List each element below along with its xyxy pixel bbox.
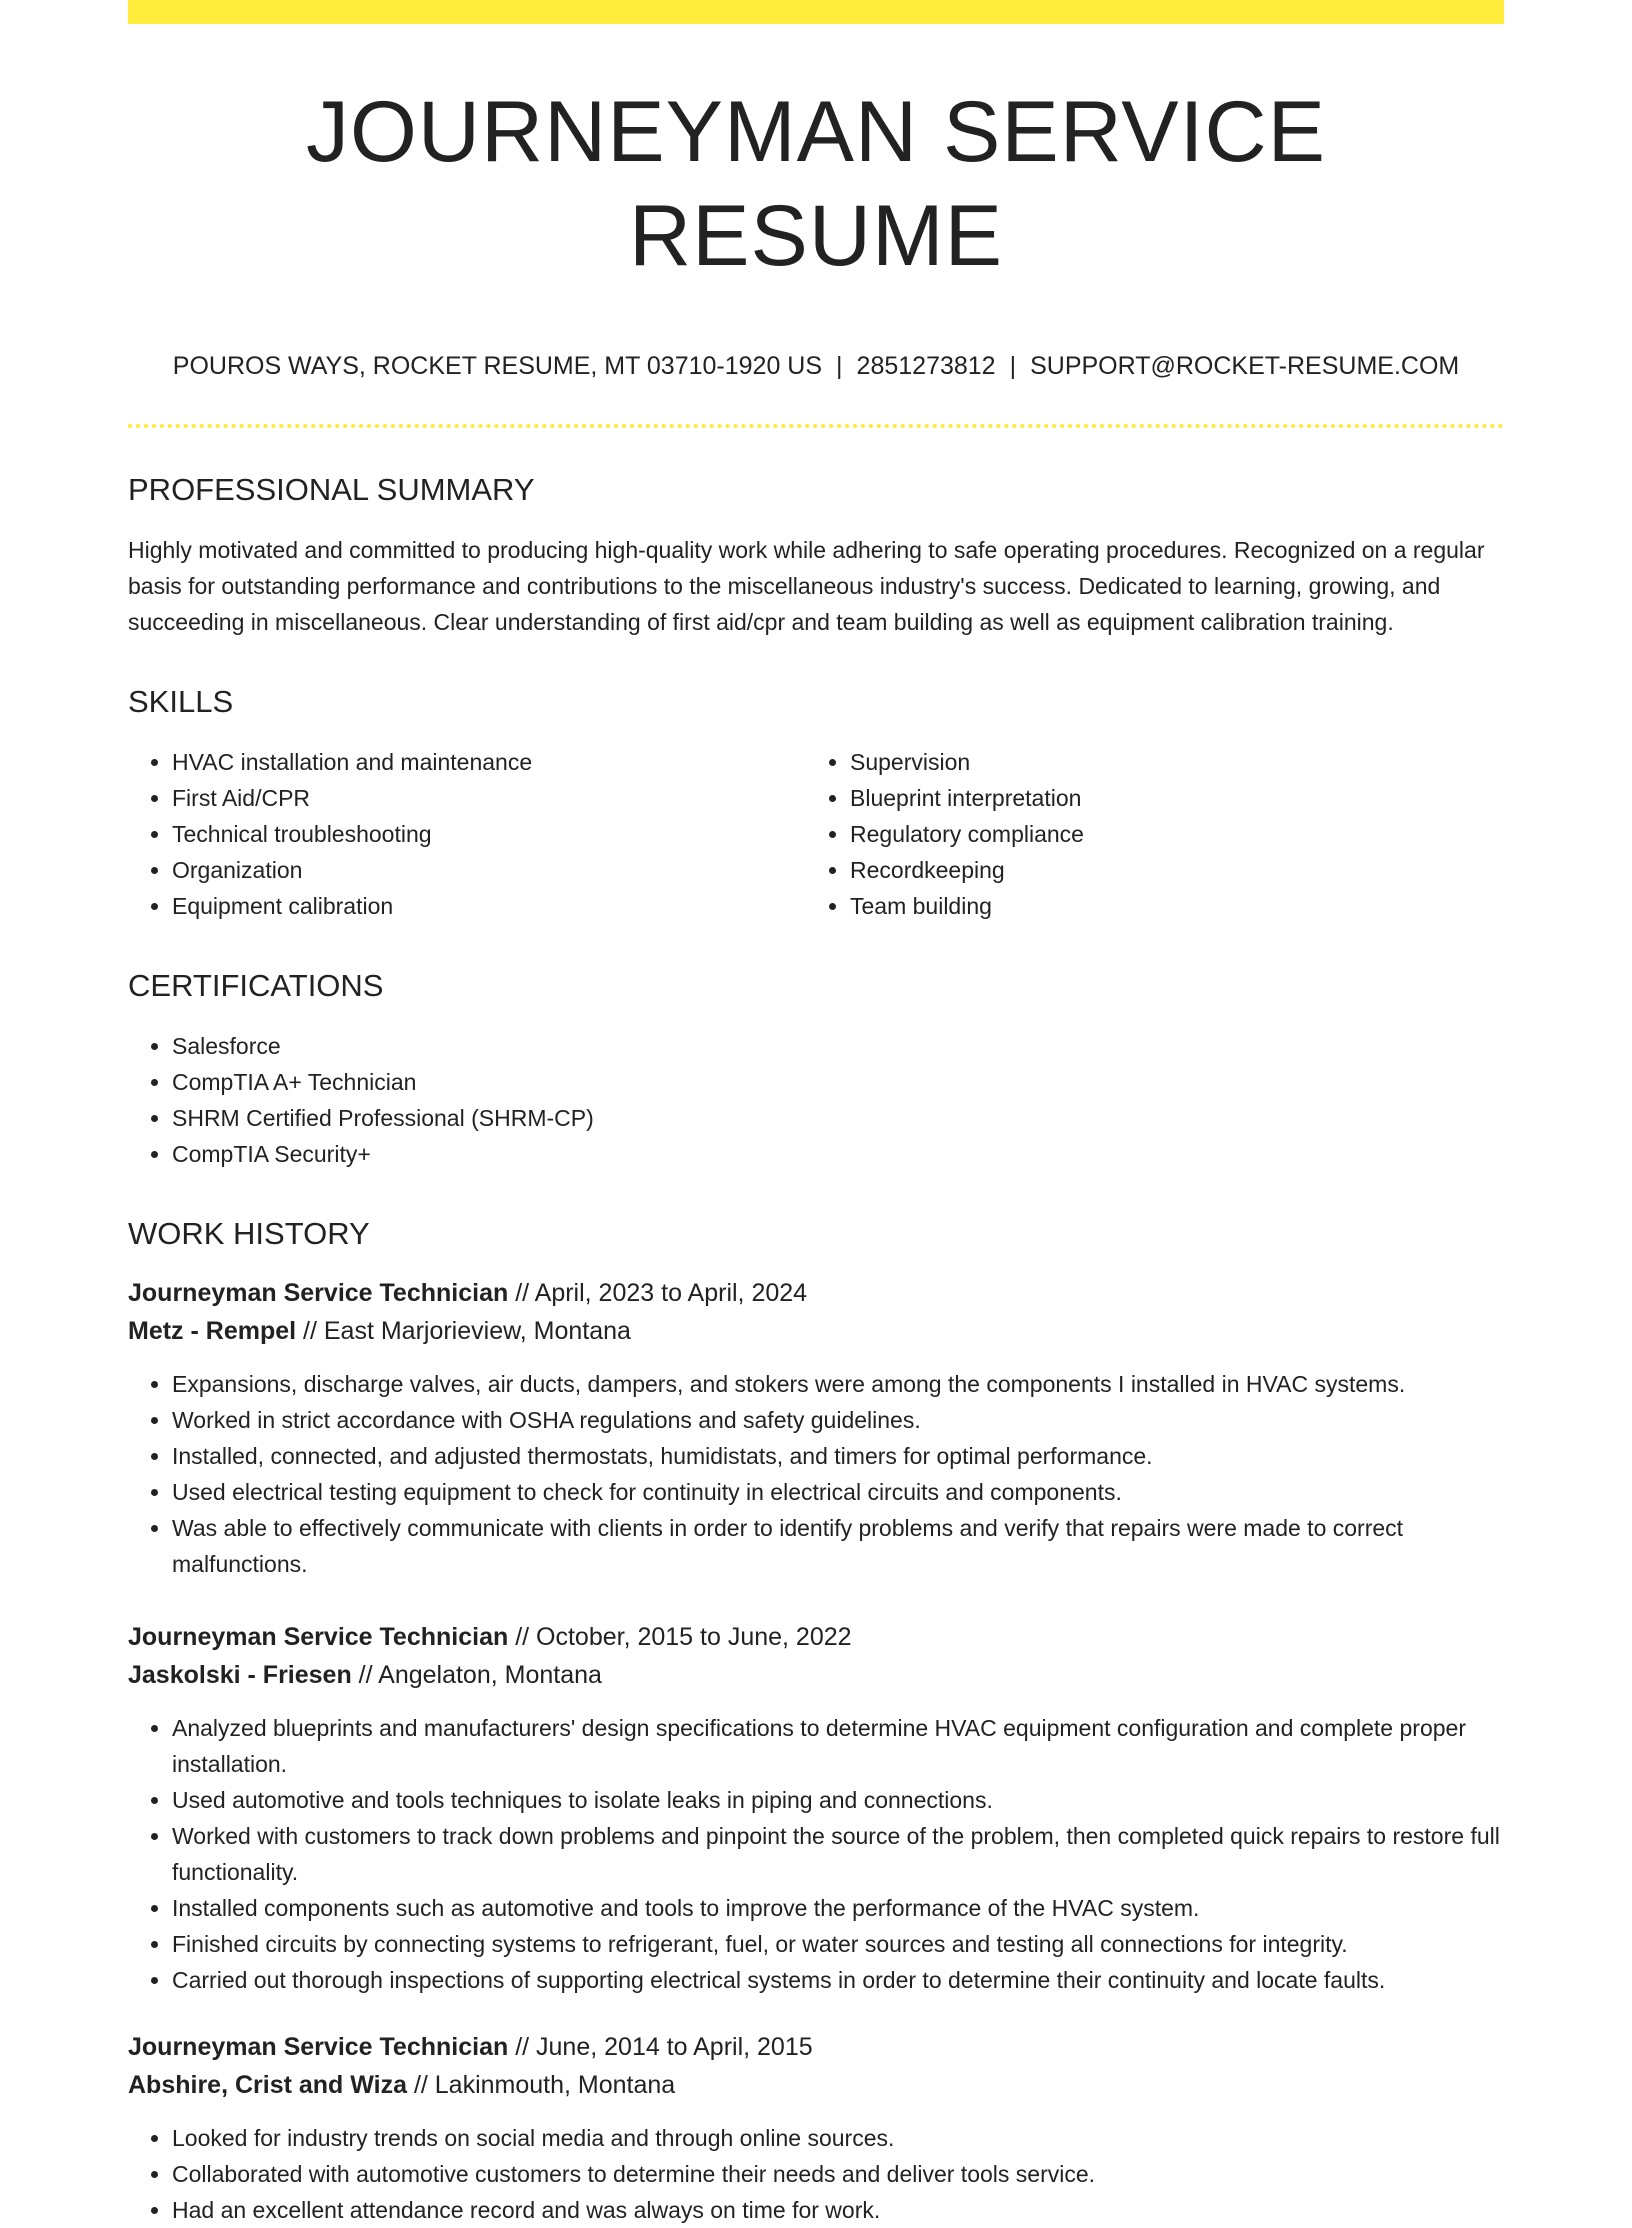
certification-item: • CompTIA Security+: [172, 1136, 1504, 1172]
job-dates: // October, 2015 to June, 2022: [508, 1623, 852, 1651]
job-bullet: • Finished circuits by connecting systems to refrigerant, fuel, or water sources and testing all connections for integrity.: [172, 1926, 1504, 1962]
job-location: // East Marjorieview, Montana: [296, 1317, 631, 1345]
section-heading-certifications: CERTIFICATIONS: [128, 968, 384, 1003]
job-company: Metz - Rempel: [128, 1317, 297, 1345]
job-entry: [128, 1618, 1504, 1998]
contact-phone: 2851273812: [856, 352, 996, 380]
skill-item: • Equipment calibration: [172, 888, 806, 924]
job-title-line: [128, 1274, 1504, 1312]
accent-top-bar: [128, 0, 1504, 24]
skill-item: • Team building: [850, 888, 1484, 924]
job-title: Journeyman Service Technician: [128, 1279, 509, 1307]
skill-item: • Organization: [172, 852, 806, 888]
skill-item: • Supervision: [850, 744, 1484, 780]
section-heading-summary: PROFESSIONAL SUMMARY: [128, 472, 535, 507]
skill-item: • First Aid/CPR: [172, 780, 806, 816]
job-company: Jaskolski - Friesen: [128, 1661, 352, 1689]
contact-line: [128, 350, 1504, 382]
job-company: Abshire, Crist and Wiza: [128, 2071, 407, 2099]
job-dates: // April, 2023 to April, 2024: [508, 1279, 808, 1307]
resume-content: [128, 24, 1504, 2228]
skills-section: [128, 684, 1504, 924]
certification-item: • Salesforce: [172, 1028, 1504, 1064]
job-bullets: [128, 2120, 1504, 2228]
contact-address: POUROS WAYS, ROCKET RESUME, MT 03710-1920 US: [172, 352, 823, 380]
certifications-section: [128, 968, 1504, 1172]
dotted-divider: [128, 424, 1504, 428]
job-company-line: [128, 2066, 1504, 2104]
job-bullet: • Had an excellent attendance record and was always on time for work.: [172, 2192, 1504, 2228]
skill-item: • Regulatory compliance: [850, 816, 1484, 852]
job-bullets: [128, 1366, 1504, 1582]
job-bullet: • Expansions, discharge valves, air ducts, dampers, and stokers were among the components I installed in HVAC systems.: [172, 1366, 1504, 1402]
job-title: Journeyman Service Technician: [128, 1623, 509, 1651]
job-entry: [128, 2028, 1504, 2228]
job-bullet: • Installed, connected, and adjusted thermostats, humidistats, and timers for optimal performance.: [172, 1438, 1504, 1474]
contact-separator: |: [1009, 352, 1017, 380]
contact-separator: |: [836, 352, 843, 380]
job-location: // Lakinmouth, Montana: [407, 2071, 676, 2099]
skill-item: • Recordkeeping: [850, 852, 1484, 888]
work-history-section: [128, 1216, 1504, 2228]
job-entry: [128, 1274, 1504, 1582]
skills-list-left: [128, 744, 806, 924]
job-bullet: • Analyzed blueprints and manufacturers' design specifications to determine HVAC equipment configuration and complete proper installation.: [172, 1710, 1504, 1782]
summary-section: [128, 472, 1504, 640]
contact-email: SUPPORT@ROCKET-RESUME.COM: [1030, 352, 1460, 380]
resume-title: JOURNEYMAN SERVICE RESUME: [306, 84, 1326, 284]
job-bullet: • Looked for industry trends on social media and through online sources.: [172, 2120, 1504, 2156]
job-company-line: [128, 1312, 1504, 1350]
job-bullet: • Installed components such as automotive and tools to improve the performance of the HVAC system.: [172, 1890, 1504, 1926]
certifications-list: [128, 1028, 1504, 1172]
summary-text: Highly motivated and committed to producing high-quality work while adhering to safe operating procedures. Recognized on a regular basis for outstanding performance and contributions to the miscellaneous industry's success. Dedicated to learning, growing, and succeeding in miscellaneous. Clear understanding of first aid/cpr and team building as well as equipment calibration training.: [128, 537, 1485, 635]
skills-list-right: [806, 744, 1484, 924]
job-bullet: • Used electrical testing equipment to check for continuity in electrical circuits and components.: [172, 1474, 1504, 1510]
skill-item: • Technical troubleshooting: [172, 816, 806, 852]
section-heading-skills: SKILLS: [128, 684, 234, 719]
job-bullet: • Carried out thorough inspections of supporting electrical systems in order to determine their continuity and locate faults.: [172, 1962, 1504, 1998]
certification-item: • SHRM Certified Professional (SHRM-CP): [172, 1100, 1504, 1136]
certification-item: • CompTIA A+ Technician: [172, 1064, 1504, 1100]
job-company-line: [128, 1656, 1504, 1694]
job-title-line: [128, 1618, 1504, 1656]
job-location: // Angelaton, Montana: [351, 1661, 602, 1689]
job-dates: // June, 2014 to April, 2015: [508, 2033, 813, 2061]
job-bullets: [128, 1710, 1504, 1998]
section-heading-work-history: WORK HISTORY: [128, 1216, 370, 1251]
job-bullet: • Worked with customers to track down problems and pinpoint the source of the problem, then completed quick repairs to restore full functionality.: [172, 1818, 1504, 1890]
skill-item: • HVAC installation and maintenance: [172, 744, 806, 780]
job-title-line: [128, 2028, 1504, 2066]
job-bullet: • Collaborated with automotive customers to determine their needs and deliver tools service.: [172, 2156, 1504, 2192]
skill-item: • Blueprint interpretation: [850, 780, 1484, 816]
skills-columns: [128, 744, 1504, 924]
job-bullet: • Worked in strict accordance with OSHA regulations and safety guidelines.: [172, 1402, 1504, 1438]
job-title: Journeyman Service Technician: [128, 2033, 509, 2061]
job-bullet: • Used automotive and tools techniques to isolate leaks in piping and connections.: [172, 1782, 1504, 1818]
job-bullet: • Was able to effectively communicate with clients in order to identify problems and verify that repairs were made to correct malfunctions.: [172, 1510, 1504, 1582]
